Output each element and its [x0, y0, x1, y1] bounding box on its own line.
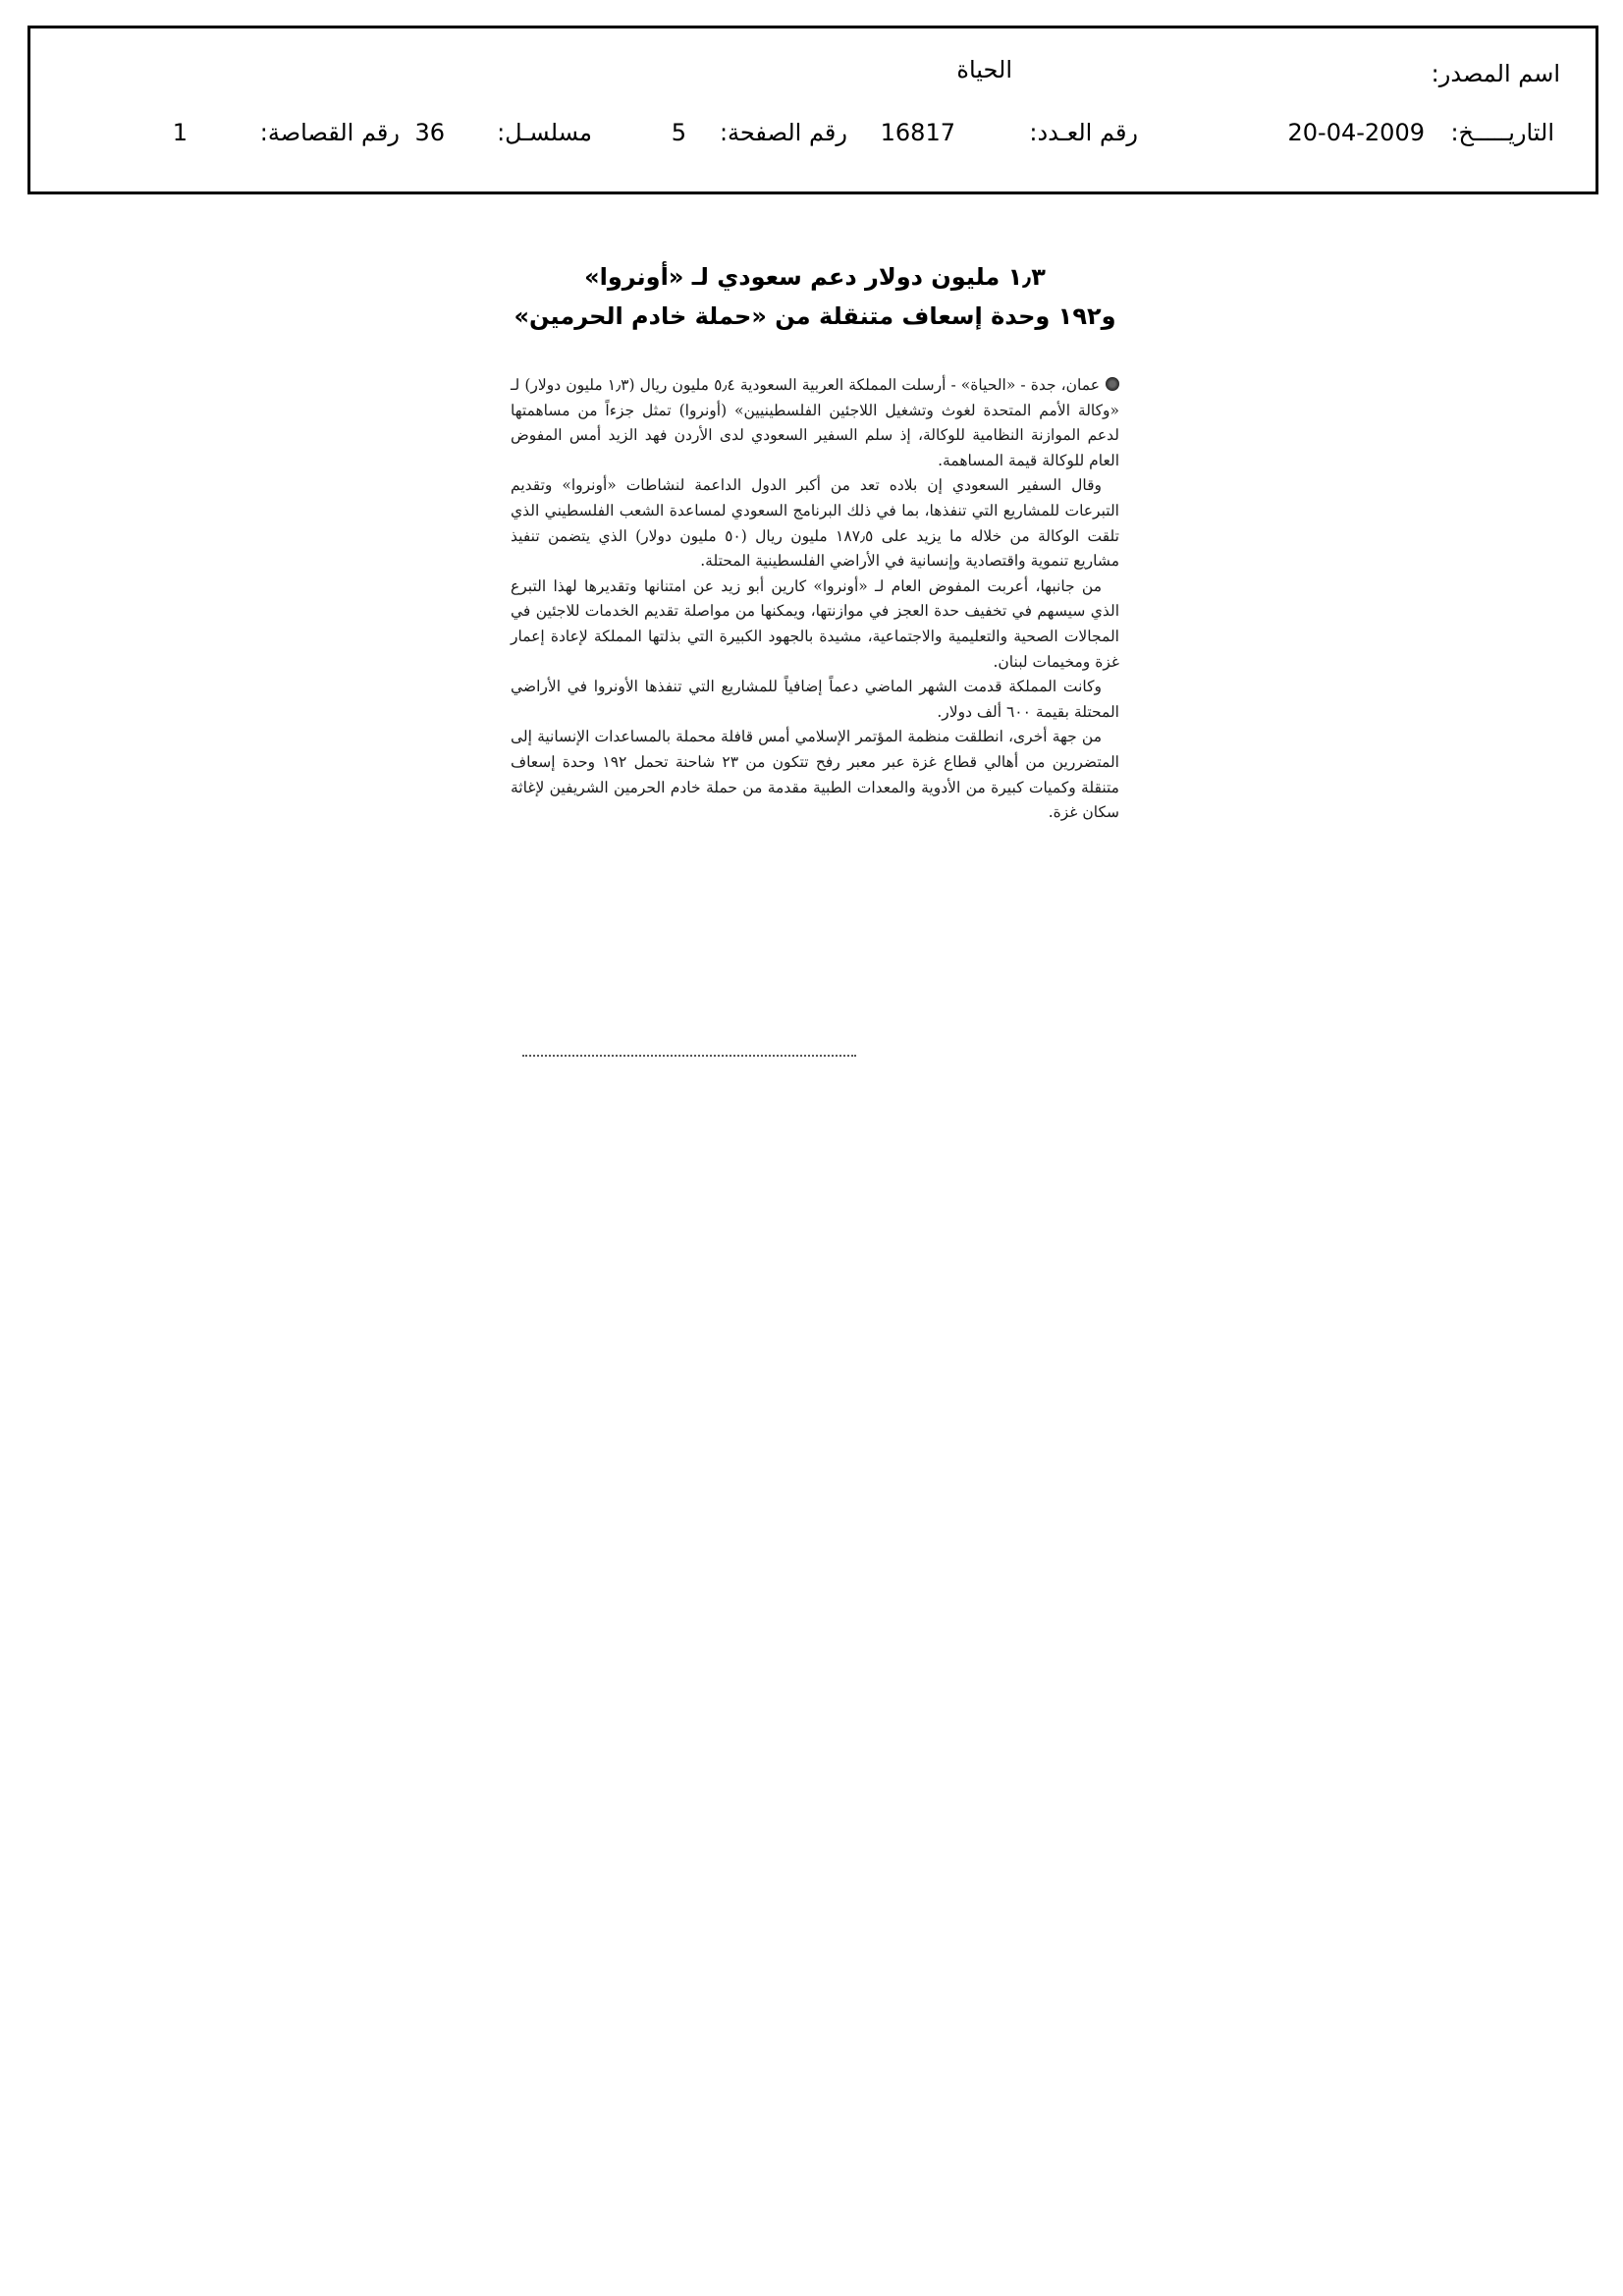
issue-label: رقم العـدد:: [1029, 119, 1138, 146]
article-paragraph: من جانبها، أعربت المفوض العام لـ «أونروا» كارين أبو زيد عن امتنانها وتقديرها لهذا التبرع الذي سيسهم في تخفيف حدة العجز في موازنتها، ويمكنها من مواصلة تقديم الخدمات للاجئين في المجالات الصحية والتعليمية والاجتماعية، مشيدة بالجهود الكبيرة التي بذلتها المملكة لإعادة إعمار غزة ومخيمات لبنان.: [511, 576, 1119, 671]
issue-value: 16817: [880, 119, 955, 146]
date-value: 20-04-2009: [1287, 119, 1425, 146]
article-paragraph: وكانت المملكة قدمت الشهر الماضي دعماً إضافياً للمشاريع التي تنفذها الأونروا في الأراضي المحتلة بقيمة ٦٠٠ ألف دولار.: [511, 678, 1119, 721]
headline-line-2: و١٩٢ وحدة إسعاف متنقلة من «حملة خادم الحرمين»: [514, 302, 1116, 330]
news-article: [511, 257, 1119, 826]
headline-line-1: ١٫٣ مليون دولار دعم سعودي لـ «أونروا»: [584, 263, 1046, 291]
clipping-bottom-divider: [522, 1055, 856, 1057]
source-value: الحياة: [956, 56, 1012, 83]
article-paragraph: عمان، جدة - «الحياة» - أرسلت المملكة العربية السعودية ٥٫٤ مليون ريال (١٫٣ مليون دولار) لـ «وكالة الأمم المتحدة لغوث وتشغيل اللاجئين الفلسطينيين» (أونروا) تمثل جزءاً من مساهمتها لدعم الموازنة النظامية للوكالة، إذ سلم السفير السعودي لدى الأردن فهد الزيد أمس المفوض العام للوكالة قيمة المساهمة.: [511, 376, 1119, 469]
source-label: اسم المصدر:: [1431, 60, 1560, 87]
bullet-icon: [1106, 377, 1119, 391]
page-label: رقم الصفحة:: [719, 119, 847, 146]
article-paragraph: من جهة أخرى، انطلقت منظمة المؤتمر الإسلامي أمس قافلة محملة بالمساعدات الإنسانية إلى المتضررين من أهالي قطاع غزة عبر معبر رفح تتكون من ٢٣ شاحنة تحمل ١٩٢ وحدة إسعاف متنقلة وكميات كبيرة من الأدوية والمعدات الطبية مقدمة من حملة خادم الحرمين الشريفين لإغاثة سكان غزة.: [511, 728, 1119, 822]
clip-label: رقم القصاصة:: [259, 119, 400, 146]
clip-value: 1: [172, 119, 188, 146]
serial-label: مسلسـل:: [497, 119, 592, 146]
serial-value: 36: [414, 119, 445, 146]
article-paragraph: وقال السفير السعودي إن بلاده تعد من أكبر الدول الداعمة لنشاطات «أونروا» وتقديم التبرعات للمشاريع التي تنفذها، بما في ذلك البرنامج السعودي لمساعدة الشعب الفلسطيني الذي تلقت الوكالة من خلاله ما يزيد على ١٨٧٫٥ مليون ريال (٥٠ مليون دولار) الذي يتضمن تنفيذ مشاريع تنموية واقتصادية وإنسانية في الأراضي الفلسطينية المحتلة.: [511, 476, 1119, 571]
clipping-header-box: [27, 26, 1598, 194]
date-label: التاريـــــخ:: [1450, 119, 1554, 146]
page-value: 5: [671, 119, 686, 146]
article-body: [511, 373, 1119, 826]
